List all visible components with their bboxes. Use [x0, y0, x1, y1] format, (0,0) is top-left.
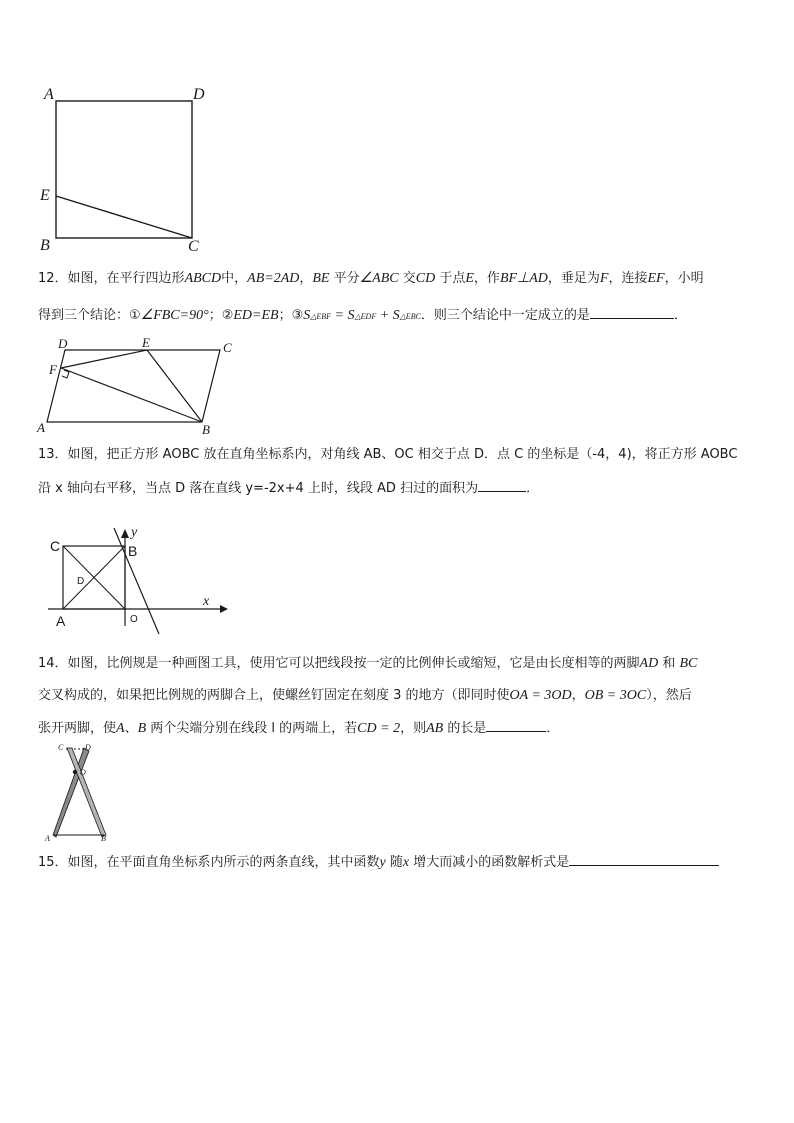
- label-b: B: [40, 237, 50, 254]
- question-12-line-2: 得到三个结论：①∠FBC=90°；②ED=EB；③S△EBF = S△EDF + S△EBC．则三个结论中一定成立的是 ．: [38, 308, 687, 323]
- question-12-line-1: 12．如图，在平行四边形ABCD中，AB=2AD，BE 平分∠ABC 交CD 于点E，作BF⊥AD，垂足为F，连接EF，小明: [38, 271, 704, 286]
- label-e: E: [142, 335, 150, 350]
- x-axis-arrow: [220, 605, 228, 613]
- label-c: C: [188, 238, 199, 255]
- label-d: D: [58, 336, 68, 351]
- area-s-ebc: S△EBC: [392, 308, 421, 323]
- label-a: A: [37, 420, 45, 435]
- pivot-screw-o: [73, 770, 77, 774]
- label-a: A: [56, 613, 66, 629]
- question-13-line-2: 沿 x 轴向右平移，当点 D 落在直线 y=-2x+4 上时，线段 AD 扫过的面积为 ．: [38, 481, 540, 496]
- label-b: B: [202, 422, 210, 437]
- label-b: B: [128, 543, 138, 559]
- answer-blank-12[interactable]: [590, 306, 674, 319]
- label-y: y: [131, 525, 138, 540]
- question-13-line-1: 13．如图，把正方形 AOBC 放在直角坐标系内，对角线 AB、OC 相交于点 D．点 C 的坐标是（-4，4)，将正方形 AOBC: [38, 447, 738, 462]
- label-c: C: [58, 743, 64, 752]
- label-c: C: [223, 340, 232, 355]
- label-a: A: [44, 86, 54, 103]
- question-14-line-2: 交叉构成的，如果把比例规的两脚合上，使螺丝钉固定在刻度 3 的地方（即同时使OA = 3OD，OB = 3OC），然后: [38, 688, 692, 703]
- label-x: x: [203, 594, 210, 609]
- label-d: D: [85, 743, 91, 752]
- question-14-line-1: 14．如图，比例规是一种画图工具，使用它可以把线段按一定的比例伸长或缩短，它是由长度相等的两脚AD 和 BC: [38, 656, 698, 671]
- segment-ec: [56, 196, 192, 238]
- question-14-line-3: 张开两脚，使A、B 两个尖端分别在线段 l 的两端上，若CD = 2，则AB 的长是 ．: [38, 721, 560, 736]
- area-s-edf: S△EDF: [347, 308, 377, 323]
- label-d: D: [193, 86, 205, 103]
- label-b: B: [101, 834, 106, 843]
- answer-blank-14[interactable]: [486, 719, 546, 732]
- answer-blank-15[interactable]: [569, 853, 719, 866]
- label-o: O: [130, 614, 138, 625]
- label-a: A: [45, 834, 50, 843]
- figure-coordinate-square: [40, 524, 230, 634]
- figure-proportional-compass: [38, 742, 118, 844]
- segment-ef: [61, 350, 147, 368]
- answer-blank-13[interactable]: [478, 479, 526, 492]
- question-15-line-1: 15．如图，在平面直角坐标系内所示的两条直线，其中函数y 随x 增大而减小的函数解析式是: [38, 853, 758, 872]
- right-angle-mark: [62, 370, 69, 378]
- label-f: F: [49, 362, 57, 377]
- figure-square-abcd: [30, 80, 220, 258]
- area-s-ebf: S△EBF: [303, 308, 332, 323]
- label-d: D: [77, 576, 85, 587]
- label-o: O: [80, 768, 86, 777]
- label-c: C: [50, 538, 61, 554]
- label-e: E: [40, 187, 50, 204]
- figure-parallelogram: [34, 336, 254, 440]
- compass-leg-ad: [53, 748, 89, 837]
- y-axis-arrow: [121, 529, 129, 538]
